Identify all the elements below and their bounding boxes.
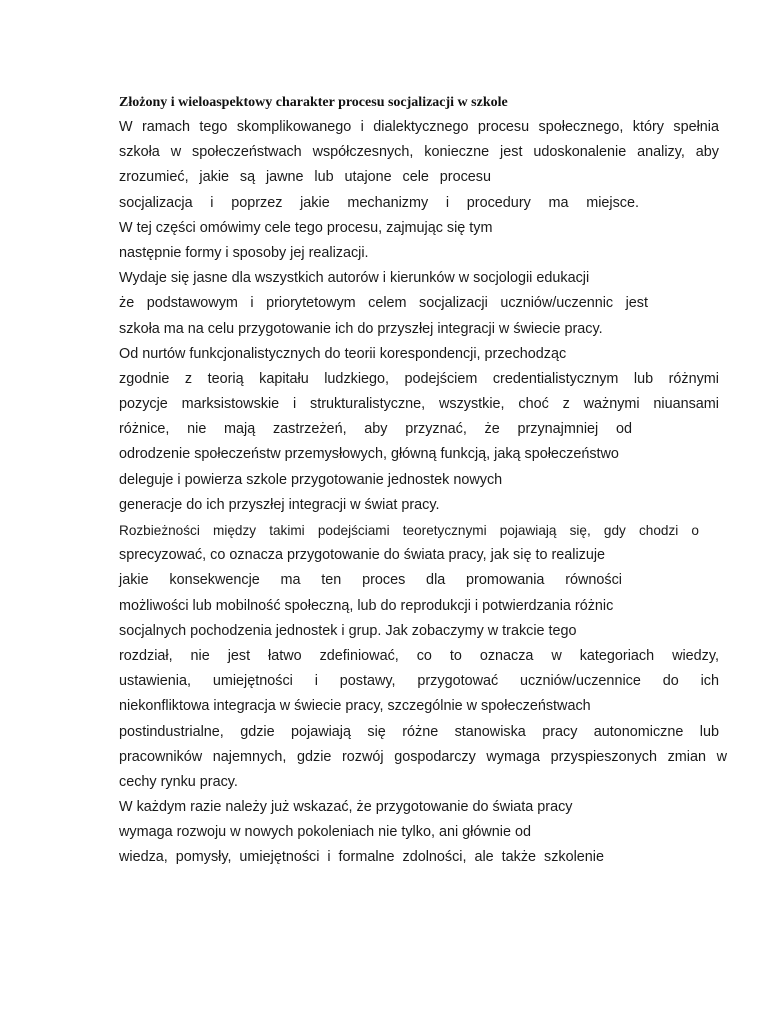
text-line: cechy rynku pracy. bbox=[119, 773, 238, 790]
text-line: rozdział, nie jest łatwo zdefiniować, co to oznacza w kategoriach wiedzy, bbox=[119, 647, 719, 664]
text-line: ustawienia, umiejętności i postawy, przygotować uczniów/uczennice do ich bbox=[119, 673, 719, 690]
text-line: generacje do ich przyszłej integracji w świat pracy. bbox=[119, 496, 440, 513]
text-line: postindustrialne, gdzie pojawiają się różne stanowiska pracy autonomiczne lub bbox=[119, 723, 719, 740]
text-line: sprecyzować, co oznacza przygotowanie do świata pracy, jak się to realizuje bbox=[119, 547, 606, 564]
text-line: Od nurtów funkcjonalistycznych do teorii korespondencji, przechodząc bbox=[119, 345, 567, 362]
text-line: wymaga rozwoju w nowych pokoleniach nie tylko, ani głównie od bbox=[119, 824, 531, 841]
text-line: niekonfliktowa integracja w świecie pracy, szczególnie w społeczeństwach bbox=[119, 698, 591, 715]
text-line: Rozbieżności między takimi podejściami teoretycznymi pojawiają się, gdy chodzi o bbox=[119, 523, 699, 538]
text-line: zgodnie z teorią kapitału ludzkiego, podejściem credentialistycznym lub różnymi bbox=[119, 370, 719, 387]
text-line: W ramach tego skomplikowanego i dialektycznego procesu społecznego, który spełnia bbox=[119, 119, 719, 135]
text-line: możliwości lub mobilność społeczną, lub do reprodukcji i potwierdzania różnic bbox=[119, 597, 614, 614]
text-line: pozycje marksistowskie i strukturalistyczne, wszystkie, choć z ważnymi niuansami bbox=[119, 396, 719, 413]
text-line: szkoła w społeczeństwach współczesnych, konieczne jest udoskonalenie analizy, aby bbox=[119, 144, 719, 161]
text-line: następnie formy i sposoby jej realizacji. bbox=[119, 244, 369, 261]
text-line: Wydaje się jasne dla wszystkich autorów i kierunków w socjologii edukacji bbox=[119, 270, 590, 287]
text-line: pracowników najemnych, gdzie rozwój gospodarczy wymaga przyspieszonych zmian w bbox=[119, 748, 727, 765]
text-line: deleguje i powierza szkole przygotowanie jednostek nowych bbox=[119, 471, 503, 488]
document-title: Złożony i wieloaspektowy charakter procesu socjalizacji w szkole bbox=[119, 95, 508, 110]
text-line: szkoła ma na celu przygotowanie ich do przyszłej integracji w świecie pracy. bbox=[119, 320, 603, 337]
document-body bbox=[119, 115, 729, 871]
text-line: różnice, nie mają zastrzeżeń, aby przyznać, że przynajmniej od bbox=[119, 421, 632, 438]
text-line: jakie konsekwencje ma ten proces dla promowania równości bbox=[119, 572, 622, 589]
text-line: W każdym razie należy już wskazać, że przygotowanie do świata pracy bbox=[119, 799, 573, 816]
text-line: odrodzenie społeczeństw przemysłowych, główną funkcją, jaką społeczeństwo bbox=[119, 446, 619, 463]
text-line: socjalizacja i poprzez jakie mechanizmy i procedury ma miejsce. bbox=[119, 194, 639, 211]
text-line: socjalnych pochodzenia jednostek i grup. Jak zobaczymy w trakcie tego bbox=[119, 622, 577, 639]
text-line: W tej części omówimy cele tego procesu, zajmując się tym bbox=[119, 219, 493, 236]
text-line: wiedza, pomysły, umiejętności i formalne zdolności, ale także szkolenie bbox=[119, 849, 604, 866]
text-line: zrozumieć, jakie są jawne lub utajone cele procesu bbox=[119, 169, 491, 186]
text-line: że podstawowym i priorytetowym celem socjalizacji uczniów/uczennic jest bbox=[119, 295, 648, 312]
